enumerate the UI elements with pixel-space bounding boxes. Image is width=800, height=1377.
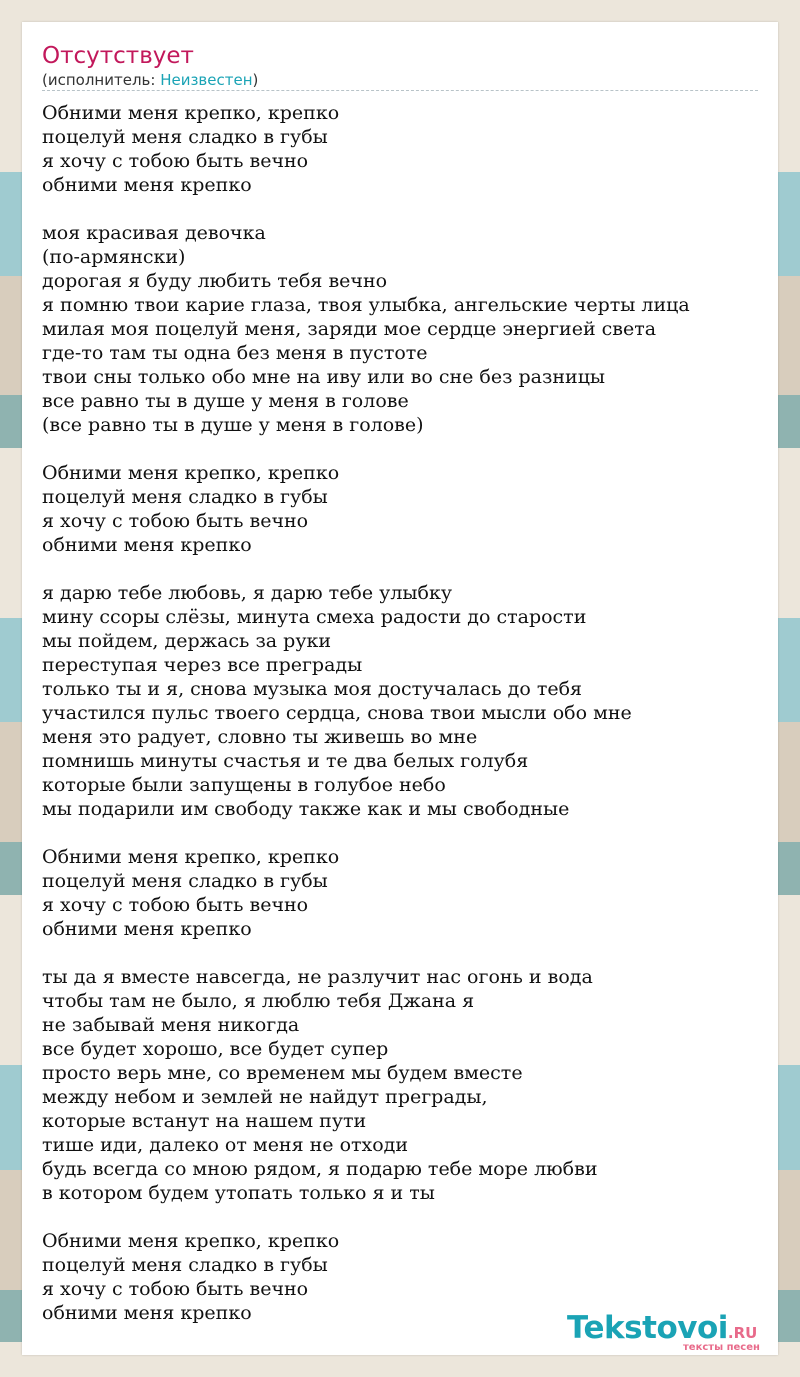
- lyric-line: в котором будем утопать только я и ты: [42, 1182, 435, 1204]
- artist-suffix: ): [252, 71, 259, 89]
- lyric-line: дорогая я буду любить тебя вечно: [42, 270, 388, 292]
- artist-line: [42, 71, 258, 89]
- stanza-break: [42, 557, 758, 581]
- lyric-line: я дарю тебе любовь, я дарю тебе улыбку: [42, 582, 453, 604]
- lyrics-text: [42, 101, 758, 1325]
- logo-name: Tekstovoi: [567, 1310, 728, 1346]
- lyric-line: Обними меня крепко, крепко: [42, 102, 340, 124]
- artist-prefix: (исполнитель:: [42, 71, 161, 89]
- title-divider: [42, 90, 758, 91]
- lyric-line: которые были запущены в голубое небо: [42, 774, 446, 796]
- stanza-break: [42, 821, 758, 845]
- lyric-line: меня это радует, словно ты живешь во мне: [42, 726, 478, 748]
- site-logo[interactable]: [567, 1310, 777, 1353]
- logo-tagline: тексты песен: [683, 1342, 760, 1353]
- lyric-line: обними меня крепко: [42, 1302, 252, 1324]
- lyric-line: поцелуй меня сладко в губы: [42, 486, 328, 508]
- artist-link[interactable]: Неизвестен: [160, 71, 253, 89]
- lyric-line: участился пульс твоего сердца, снова твои мысли обо мне: [42, 702, 632, 724]
- lyric-line: между небом и землей не найдут преграды,: [42, 1086, 488, 1108]
- stanza-break: [42, 197, 758, 221]
- lyric-line: поцелуй меня сладко в губы: [42, 870, 328, 892]
- lyric-line: (все равно ты в душе у меня в голове): [42, 414, 424, 436]
- logo-domain: .RU: [727, 1324, 758, 1342]
- lyric-line: будь всегда со мною рядом, я подарю тебе море любви: [42, 1158, 598, 1180]
- lyric-line: я хочу с тобою быть вечно: [42, 510, 309, 532]
- lyric-line: помнишь минуты счастья и те два белых голубя: [42, 750, 529, 772]
- lyric-line: поцелуй меня сладко в губы: [42, 126, 328, 148]
- lyric-line: только ты и я, снова музыка моя достучалась до тебя: [42, 678, 583, 700]
- lyric-line: обними меня крепко: [42, 918, 252, 940]
- lyric-line: (по-армянски): [42, 246, 186, 268]
- lyric-line: где-то там ты одна без меня в пустоте: [42, 342, 428, 364]
- lyric-line: Обними меня крепко, крепко: [42, 846, 340, 868]
- lyric-line: я хочу с тобою быть вечно: [42, 894, 309, 916]
- lyric-line: я хочу с тобою быть вечно: [42, 1278, 309, 1300]
- lyric-line: Обними меня крепко, крепко: [42, 462, 340, 484]
- lyric-line: чтобы там не было, я люблю тебя Джана я: [42, 990, 475, 1012]
- lyric-line: поцелуй меня сладко в губы: [42, 1254, 328, 1276]
- lyric-line: мину ссоры слёзы, минута смеха радости до старости: [42, 606, 587, 628]
- lyric-line: которые встанут на нашем пути: [42, 1110, 367, 1132]
- lyric-line: просто верь мне, со временем мы будем вместе: [42, 1062, 523, 1084]
- lyric-line: милая моя поцелуй меня, заряди мое сердце энергией света: [42, 318, 657, 340]
- lyric-line: мы подарили им свободу также как и мы свободные: [42, 798, 570, 820]
- lyrics-card: [22, 22, 778, 1355]
- lyric-line: мы пойдем, держась за руки: [42, 630, 332, 652]
- lyric-line: обними меня крепко: [42, 174, 252, 196]
- lyric-line: не забывай меня никогда: [42, 1014, 300, 1036]
- lyric-line: все будет хорошо, все будет супер: [42, 1038, 389, 1060]
- lyric-line: переступая через все преграды: [42, 654, 363, 676]
- lyric-line: тише иди, далеко от меня не отходи: [42, 1134, 409, 1156]
- lyric-line: обними меня крепко: [42, 534, 252, 556]
- lyric-line: моя красивая девочка: [42, 222, 266, 244]
- stanza-break: [42, 1205, 758, 1229]
- lyric-line: ты да я вместе навсегда, не разлучит нас огонь и вода: [42, 966, 593, 988]
- stanza-break: [42, 437, 758, 461]
- stanza-break: [42, 941, 758, 965]
- lyric-line: все равно ты в душе у меня в голове: [42, 390, 409, 412]
- lyric-line: твои сны только обо мне на иву или во сне без разницы: [42, 366, 606, 388]
- lyric-line: я помню твои карие глаза, твоя улыбка, ангельские черты лица: [42, 294, 690, 316]
- song-title: Отсутствует: [42, 43, 194, 69]
- lyric-line: я хочу с тобою быть вечно: [42, 150, 309, 172]
- lyric-line: Обними меня крепко, крепко: [42, 1230, 340, 1252]
